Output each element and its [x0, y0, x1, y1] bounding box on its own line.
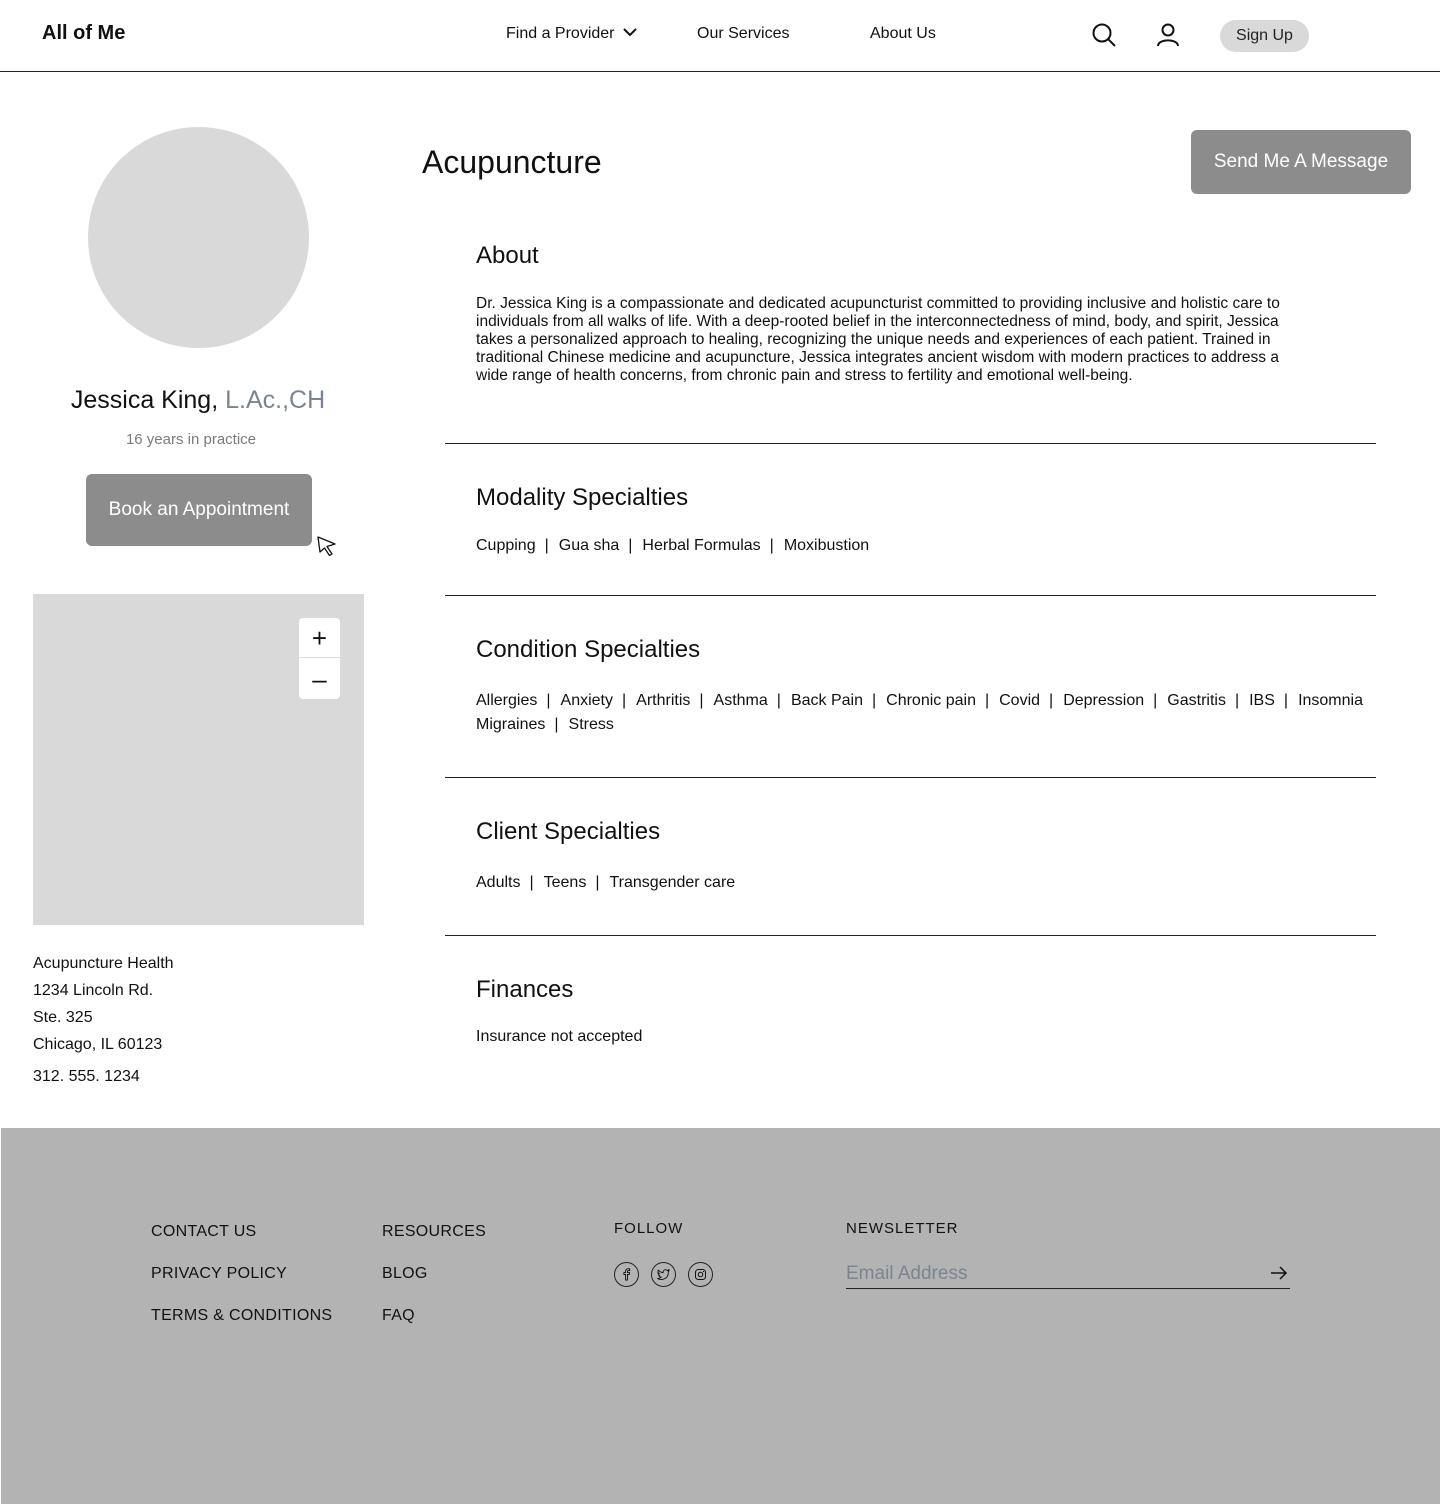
specialty-tag: | Moxibustion: [761, 534, 870, 558]
years-in-practice: 16 years in practice: [125, 431, 257, 448]
nav-our-services[interactable]: Our Services: [697, 25, 790, 42]
specialty-tag: | Herbal Formulas: [619, 534, 760, 558]
footer-link-privacy-policy[interactable]: PRIVACY POLICY: [151, 1265, 288, 1282]
footer-link-resources[interactable]: RESOURCES: [382, 1223, 487, 1240]
nav-about-us[interactable]: About Us: [870, 25, 936, 42]
finances-heading: Finances: [476, 976, 574, 1003]
nav-find-provider-label: Find a Provider: [506, 25, 615, 42]
specialty-tag: | IBS: [1226, 689, 1275, 713]
condition-heading: Condition Specialties: [476, 636, 701, 663]
arrow-right-icon[interactable]: [1268, 1263, 1290, 1283]
address-suite: Ste. 325: [33, 1009, 93, 1026]
site-logo[interactable]: All of Me: [42, 22, 126, 44]
provider-name-line: [0, 386, 396, 415]
section-divider: [445, 595, 1376, 596]
zoom-out-button[interactable]: –: [312, 664, 327, 694]
modality-heading: Modality Specialties: [476, 484, 689, 511]
about-text: Dr. Jessica King is a compassionate and dedicated acupuncturist committed to providing inclusive and holistic care to individuals from all walks of life. With a deep-rooted belief in the interconnectedness of mind, body, and spirit, Jessica takes a personalized approach to healing, recognizing the unique needs and experiences of each patient. Trained in traditional Chinese medicine and acupuncture, Jessica integrates ancient wisdom with modern practices to address a wide range of health concerns, from chronic pain and stress to fertility and emotional well-being.: [476, 295, 1280, 384]
section-divider: [445, 935, 1376, 936]
follow-heading: FOLLOW: [614, 1220, 684, 1237]
footer-link-contact-us[interactable]: CONTACT US: [151, 1223, 257, 1240]
condition-tags-row-2: [476, 713, 1376, 737]
provider-name: Jessica King,: [70, 386, 219, 414]
specialty-tag: | Transgender care: [586, 871, 735, 895]
nav-find-provider[interactable]: [506, 25, 637, 43]
specialty-tag: | Stress: [545, 713, 614, 737]
specialty-tag: | Covid: [976, 689, 1040, 713]
specialty-tag: Migraines: [476, 716, 546, 733]
section-divider: [445, 777, 1376, 778]
client-heading: Client Specialties: [476, 818, 661, 845]
client-tags: [476, 871, 1376, 895]
map-zoom-control: [299, 618, 340, 699]
specialty-tag: Cupping: [476, 537, 536, 554]
facebook-icon[interactable]: [614, 1262, 639, 1287]
specialty-tag: | Asthma: [690, 689, 767, 713]
footer-link-terms[interactable]: TERMS & CONDITIONS: [151, 1307, 333, 1324]
specialty-tag: | Arthritis: [613, 689, 690, 713]
specialty-tag: | Teens: [520, 871, 586, 895]
specialty-tag: | Insomnia: [1275, 689, 1363, 713]
book-appointment-button[interactable]: Book an Appointment: [86, 474, 312, 546]
twitter-icon[interactable]: [651, 1262, 676, 1287]
newsletter-heading: NEWSLETTER: [846, 1220, 959, 1237]
finances-text: Insurance not accepted: [476, 1028, 643, 1045]
mouse-pointer-icon: [316, 535, 338, 557]
specialty-tag: | Anxiety: [537, 689, 613, 713]
search-icon[interactable]: [1091, 22, 1117, 48]
user-icon[interactable]: [1155, 22, 1181, 48]
specialty-tag: Allergies: [476, 692, 538, 709]
practice-address: [33, 950, 174, 1058]
section-divider: [445, 443, 1376, 444]
specialty-tag: | Gua sha: [536, 534, 620, 558]
specialty-tag: | Depression: [1040, 689, 1144, 713]
condition-tags-row-1: [476, 689, 1376, 713]
chevron-down-icon: [623, 28, 637, 37]
page-title: Acupuncture: [422, 144, 602, 180]
specialty-tag: | Gastritis: [1144, 689, 1226, 713]
zoom-in-button[interactable]: +: [299, 618, 340, 658]
provider-credentials: L.Ac.,CH: [225, 386, 326, 414]
provider-avatar: [88, 127, 309, 348]
practice-phone[interactable]: 312. 555. 1234: [33, 1068, 140, 1085]
location-map[interactable]: [33, 594, 364, 925]
newsletter-email-input[interactable]: [846, 1260, 1290, 1289]
instagram-icon[interactable]: [688, 1262, 713, 1287]
specialty-tag: | Back Pain: [768, 689, 863, 713]
address-street: 1234 Lincoln Rd.: [33, 982, 154, 999]
footer-link-blog[interactable]: BLOG: [382, 1265, 428, 1282]
sign-up-button[interactable]: Sign Up: [1220, 20, 1309, 52]
about-heading: About: [476, 242, 539, 269]
site-header: [0, 0, 1440, 72]
specialty-tag: Adults: [476, 874, 521, 891]
specialty-tag: | Chronic pain: [863, 689, 976, 713]
address-city: Chicago, IL 60123: [33, 1036, 163, 1053]
practice-name: Acupuncture Health: [33, 955, 174, 972]
footer-link-faq[interactable]: FAQ: [382, 1307, 415, 1324]
send-message-button[interactable]: Send Me A Message: [1191, 130, 1411, 194]
modality-tags: [476, 534, 1376, 558]
